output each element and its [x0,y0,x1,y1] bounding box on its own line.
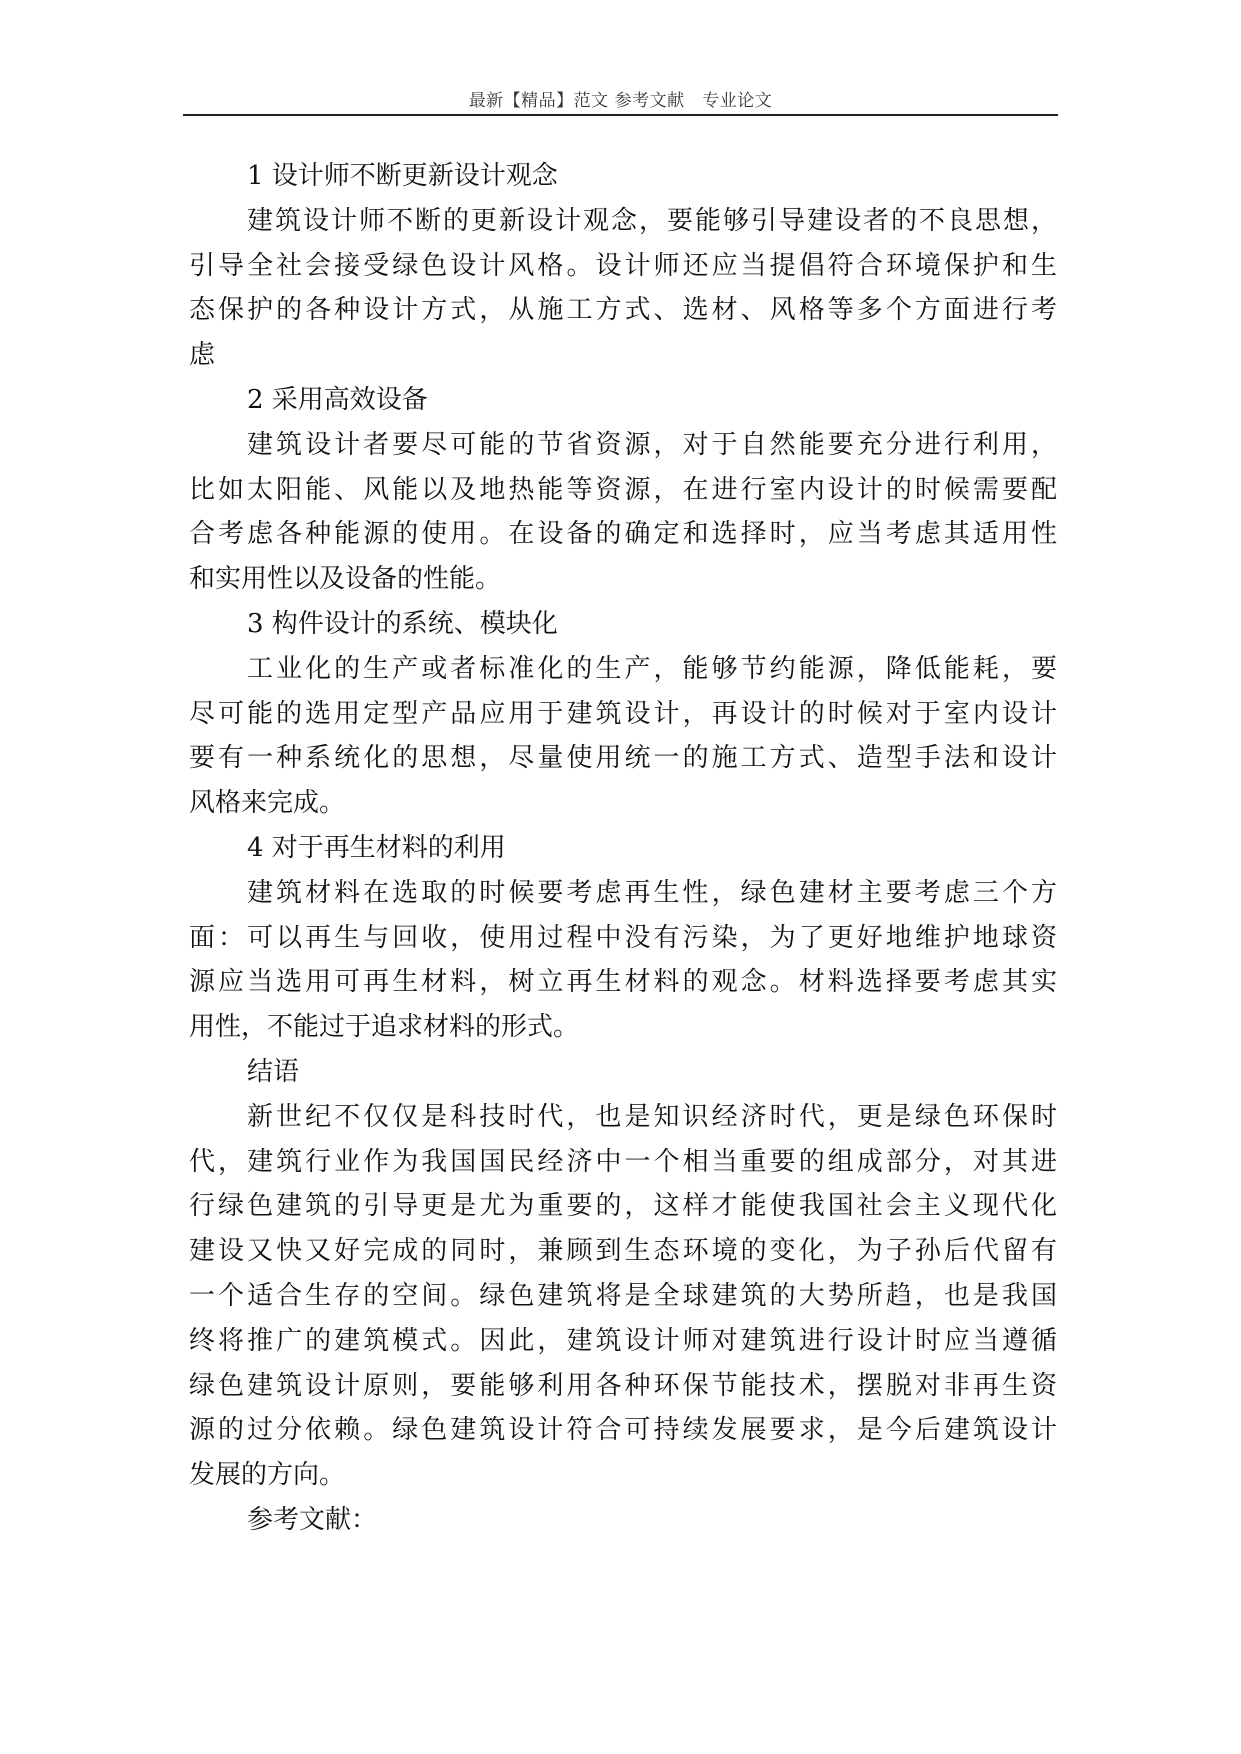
running-header: 最新【精品】范文 参考文献 专业论文 [468,91,773,111]
header-divider [183,114,1058,116]
text-line: 和实用性以及设备的性能。 [189,564,502,595]
text-line: 新世纪不仅仅是科技时代，也是知识经济时代，更是绿色环保时 [247,1101,1057,1132]
text-line: 面：可以再生与回收，使用过程中没有污染，为了更好地维护地球资 [189,922,1057,953]
text-line: 3 构件设计的系统、模块化 [247,608,558,639]
text-line: 发展的方向。 [189,1460,346,1491]
text-line: 建筑设计师不断的更新设计观念，要能够引导建设者的不良思想， [247,205,1057,236]
text-line: 风格来完成。 [189,788,346,819]
text-line: 终将推广的建筑模式。因此，建筑设计师对建筑进行设计时应当遵循 [189,1325,1057,1356]
text-line: 一个适合生存的空间。绿色建筑将是全球建筑的大势所趋，也是我国 [189,1280,1057,1311]
text-line: 要有一种系统化的思想，尽量使用统一的施工方式、造型手法和设计 [189,743,1057,774]
text-line: 代，建筑行业作为我国国民经济中一个相当重要的组成部分，对其进 [189,1146,1057,1177]
document-body [189,154,1057,1543]
text-line: 引导全社会接受绿色设计风格。设计师还应当提倡符合环境保护和生 [189,250,1057,281]
text-line: 比如太阳能、风能以及地热能等资源，在进行室内设计的时候需要配 [189,474,1057,505]
text-line: 结语 [247,1056,300,1087]
text-line: 4 对于再生材料的利用 [247,832,506,863]
text-line: 尽可能的选用定型产品应用于建筑设计，再设计的时候对于室内设计 [189,698,1057,729]
text-line: 虑 [189,340,216,371]
text-line: 建筑设计者要尽可能的节省资源，对于自然能要充分进行利用， [247,429,1057,460]
text-line: 用性，不能过于追求材料的形式。 [189,1012,580,1043]
text-line: 建设又快又好完成的同时，兼顾到生态环境的变化，为子孙后代留有 [189,1236,1057,1267]
text-line: 合考虑各种能源的使用。在设备的确定和选择时，应当考虑其适用性 [189,519,1057,550]
text-line: 行绿色建筑的引导更是尤为重要的，这样才能使我国社会主义现代化 [189,1191,1057,1222]
text-line: 工业化的生产或者标准化的生产，能够节约能源，降低能耗，要 [247,653,1057,684]
text-line: 1 设计师不断更新设计观念 [247,161,558,191]
text-line: 2 采用高效设备 [247,384,428,415]
text-line: 建筑材料在选取的时候要考虑再生性，绿色建材主要考虑三个方 [247,877,1057,908]
text-line: 源的过分依赖。绿色建筑设计符合可持续发展要求，是今后建筑设计 [189,1415,1057,1446]
text-line: 参考文献： [247,1504,378,1535]
text-line: 绿色建筑设计原则，要能够利用各种环保节能技术，摆脱对非再生资 [189,1370,1057,1401]
text-line: 态保护的各种设计方式，从施工方式、选材、风格等多个方面进行考 [189,295,1057,326]
text-line: 源应当选用可再生材料，树立再生材料的观念。材料选择要考虑其实 [189,967,1057,998]
